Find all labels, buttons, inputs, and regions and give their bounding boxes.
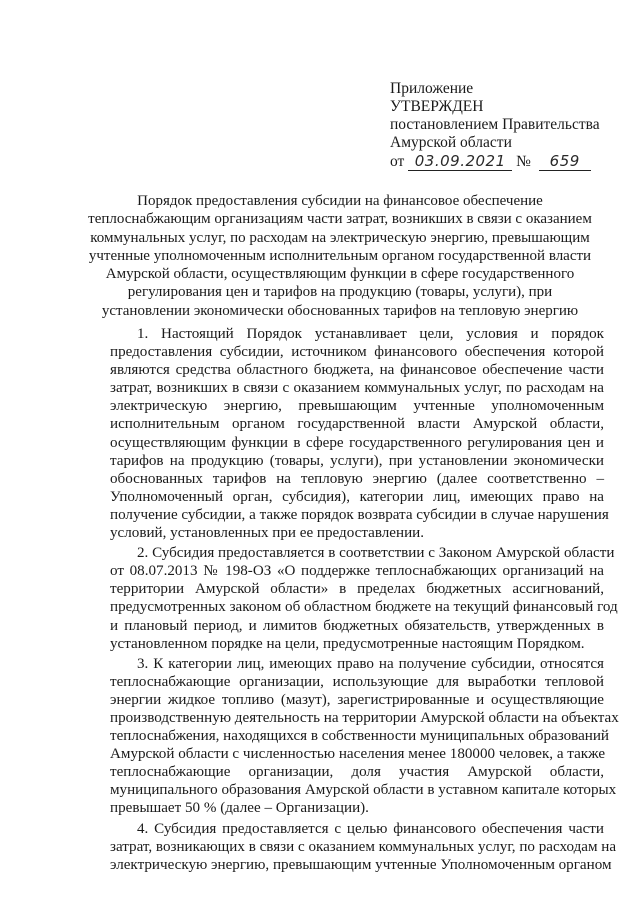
paragraph-line: исполнительным органом государственной власти Амурской области, <box>110 416 604 433</box>
approved-label: УТВЕРЖДЕН <box>390 98 484 115</box>
date-number-line <box>390 152 620 171</box>
paragraph-line: Уполномоченный орган, субсидия), категории лиц, имеющих право на <box>110 488 604 505</box>
paragraph-line: 2. Субсидия предоставляется в соответствии с Законом Амурской области <box>137 545 615 562</box>
paragraph-1 <box>110 325 609 542</box>
paragraph-line: теплоснабжения, находящихся в собственности муниципальных образований <box>110 728 609 745</box>
document-title <box>88 192 592 320</box>
paragraph-line: энергии жидкое топливо (мазут), зарегистрированные и осуществляющие <box>110 691 604 708</box>
paragraph-line: электрическую энергию, превышающим учтенные Уполномоченным органом <box>110 856 612 873</box>
resolution-label: постановлением Правительства <box>390 116 600 133</box>
title-line: учтенные уполномоченным исполнительным органом государственной власти <box>88 247 592 264</box>
paragraph-line: установленном порядке на цели, предусмотренные настоящим Порядком. <box>110 635 585 652</box>
title-line: установлении экономически обоснованных тарифов на тепловую энергию <box>101 302 579 319</box>
paragraph-2 <box>110 544 618 653</box>
title-line: регулирования цен и тарифов на продукцию (товары, услуги), при <box>127 284 553 301</box>
approval-block <box>390 80 620 171</box>
paragraph-line: и плановый период, и лимитов бюджетных обязательств, утвержденных в <box>110 617 604 634</box>
paragraph-line: затрат, возникших в связи с оказанием коммунальных услуг, по расходам на <box>110 380 604 397</box>
paragraph-line: 1. Настоящий Порядок устанавливает цели, условия и порядок <box>137 326 604 342</box>
appendix-label: Приложение <box>390 80 474 97</box>
paragraph-line: электрическую энергию, превышающим учтенные уполномоченным <box>110 398 604 415</box>
paragraph-line: территории Амурской области» в пределах бюджетных ассигнований, <box>110 581 604 598</box>
paragraph-3 <box>110 655 619 818</box>
paragraph-line: муниципального образования Амурской области в уставном капитале которых <box>110 782 617 799</box>
document-body <box>110 325 619 876</box>
region-label: Амурской области <box>390 134 512 151</box>
paragraph-line: от 08.07.2013 № 198-ОЗ «О поддержке теплоснабжающих организаций на <box>110 563 604 580</box>
paragraph-line: являются средства областного бюджета, на финансовое обеспечение части <box>110 362 604 379</box>
title-line: Порядок предоставления субсидии на финансовое обеспечение <box>137 193 543 209</box>
paragraph-line: теплоснабжающие организации, доля участия Амурской области, <box>110 764 604 781</box>
paragraph-line: превышает 50 % (далее – Организации). <box>110 800 369 817</box>
paragraph-line: 4. Субсидия предоставляется с целью финансового обеспечения части <box>137 820 604 837</box>
paragraph-line: тарифов на продукцию (товары, услуги), при установлении экономически <box>110 452 604 469</box>
handwritten-number: 659 <box>539 152 591 171</box>
paragraph-line: предоставления субсидии, источником финансового обеспечения которой <box>110 344 604 361</box>
handwritten-date: 03.09.2021 <box>408 152 512 171</box>
title-line: Амурской области, осуществляющим функции в сфере государственного <box>105 266 575 283</box>
paragraph-line: затрат, возникающих в связи с оказанием коммунальных услуг, по расходам на <box>110 838 617 855</box>
paragraph-line: условий, установленных при ее предоставлении. <box>110 525 424 542</box>
number-prefix: № <box>516 153 531 170</box>
paragraph-line: 3. К категории лиц, имеющих право на получение субсидии, относятся <box>137 655 604 672</box>
title-line: коммунальных услуг, по расходам на электрическую энергию, превышающим <box>90 229 590 246</box>
paragraph-line: теплоснабжающие организации, использующие для выработки тепловой <box>110 673 604 690</box>
paragraph-line: предусмотренных законом об областном бюджете на текущий финансовый год <box>110 599 618 616</box>
paragraph-line: обоснованных тарифов на тепловую энергию (далее соответственно – <box>110 470 604 487</box>
paragraph-line: получение субсидии, а также порядок возврата субсидии в случае нарушения <box>110 506 609 523</box>
paragraph-line: осуществляющим функции в сфере государственного регулирования цен и <box>110 434 604 451</box>
paragraph-4 <box>110 820 617 874</box>
title-line: теплоснабжающим организациям части затрат, возникших в связи с оказанием <box>88 211 592 228</box>
date-prefix: от <box>390 153 405 170</box>
paragraph-line: Амурской области с численностью населения менее 180000 человек, а также <box>110 746 606 763</box>
paragraph-line: производственную деятельность на территории Амурской области на объектах <box>110 709 619 726</box>
